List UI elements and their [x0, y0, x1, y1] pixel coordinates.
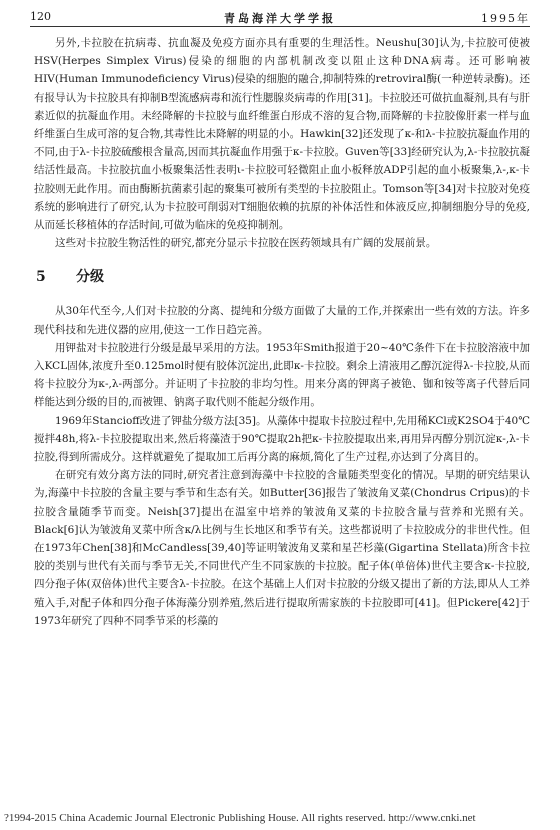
- issue-year: 1995年: [481, 12, 530, 25]
- body-paragraph: 1969年Stancioff改进了钾盐分级方法[35]。从藻体中提取卡拉胶过程中,先用稀KCl或K2SO4于40℃搅拌48h,将λ-卡拉胶提取出来,然后将藻渣于90℃提取2h把κ-卡拉胶提取出来,再用异丙醇分别沉淀κ-,λ-卡拉胶,得到所需成分。这样就避免了提取加工后再分离的麻烦,简化了生产过程,亦达到了分离目的。: [34, 414, 530, 464]
- section-number: 5: [36, 269, 46, 286]
- body-paragraph: 这些对卡拉胶生物活性的研究,都充分显示卡拉胶在医药领域具有广阔的发展前景。: [55, 237, 437, 250]
- section-title: 分级: [76, 269, 104, 286]
- copyright-footer: ?1994-2015 China Academic Journal Electronic Publishing House. All rights reserved. http://www.cnki.net: [4, 812, 476, 824]
- page-number: 120: [30, 10, 51, 23]
- body-paragraph: 用钾盐对卡拉胶进行分级是最早采用的方法。1953年Smith报道于20~40℃条件下在卡拉胶溶液中加入KCL固体,浓度升至0.125mol时便有胶体沉淀出,此即κ-卡拉胶。剩余上清液用乙醇沉淀得λ-卡拉胶,从而将卡拉胶分为κ-,λ-两部分。并证明了卡拉胶的非均匀性。用来分离的钾离子被铯、铷和铵等离子代替后同样能达到分级的目的,而被锂、钠离子取代则不能起分级作用。: [34, 341, 530, 409]
- body-paragraph: 另外,卡拉胶在抗病毒、抗血凝及免疫方面亦具有重要的生理活性。Neushu[30]认为,卡拉胶可使被HSV(Herpes Simplex Virus)侵染的细胞的内部机制改变以阻止这种DNA病毒。还可影响被HIV(Human Immunodeficiency Virus)侵染的细胞的融合,抑制特殊的retroviral酶(一种逆转录酶)。还有报导认为卡拉胶具有抑制B型流感病毒和流行性腮腺炎病毒的作用[31]。卡拉胶还可做抗血凝剂,具有与肝素近似的抗凝血作用。未经降解的卡拉胶与血纤维蛋白形成不溶的复合物,而降解的卡拉胶像肝素一样与血纤维蛋白生成可溶的复合物,其毒性比未降解的明显的小。Hawkin[32]还发现了κ-和λ-卡拉胶抗凝血作用的不同,由于λ-卡拉胶硫酸根含量高,因而其抗凝血作用强于κ-卡拉胶。Guven等[33]经研究认为,λ-卡拉胶抗凝结活性最高。卡拉胶抗血小板聚集活性表明ι-卡拉胶可轻微阻止血小板释放ADP引起的血小板聚集,λ-,κ-卡拉胶则无此作用。而由酶断抗菌素引起的聚集可被所有类型的卡拉胶阻止。Tomson等[34]对卡拉胶对免疫系统的影响进行了研究,认为卡拉胶可削弱对T细胞依赖的抗原的补体活性和体液反应,抑制细胞分导的免疫,从而延长移植体的存活时间,可做为临床的免疫抑制剂。: [34, 37, 530, 232]
- body-paragraph: 在研究有效分离方法的同时,研究者注意到海藻中卡拉胶的含量随类型变化的情况。早期的研究结果认为,海藻中卡拉胶的含量主要与季节和生态有关。如Butter[36]报告了皱波角叉菜(Chondrus Cripus)的卡拉胶含量随季节而变。Neish[37]提出在温室中培养的皱波角叉菜的卡拉胶含量与营养和光照有关。Black[6]认为皱波角叉菜中所含κ/λ比例与生长地区和季节有关。这些都说明了卡拉胶成分的非世代性。但在1973年Chen[38]和McCandless[39,40]等证明皱波角叉菜和星芒杉藻(Gigartina Stellata)所含卡拉胶的类别与世代有关而与季节无关,不同世代产生不同家族的卡拉胶。配子体(单倍体)世代主要含κ-卡拉胶,四分孢子体(双倍体)世代主要含λ-卡拉胶。在这个基础上人们对卡拉胶的分级又提出了新的方法,即从人工养殖入手,对配子体和四分孢子体海藻分别养殖,然后进行提取所需家族的卡拉胶即可[41]。但Pickere[42]于1973年研究了四种不同季节采的杉藻的: [34, 469, 530, 627]
- journal-title: 青岛海洋大学学报: [224, 12, 336, 25]
- article-body: [34, 34, 530, 630]
- body-paragraph: 从30年代至今,人们对卡拉胶的分离、提纯和分级方面做了大量的工作,并探索出一些有效的方法。许多现代科技和先进仪器的应用,使这一工作日趋完善。: [34, 305, 530, 336]
- running-header: [30, 8, 530, 27]
- section-heading: [34, 266, 530, 288]
